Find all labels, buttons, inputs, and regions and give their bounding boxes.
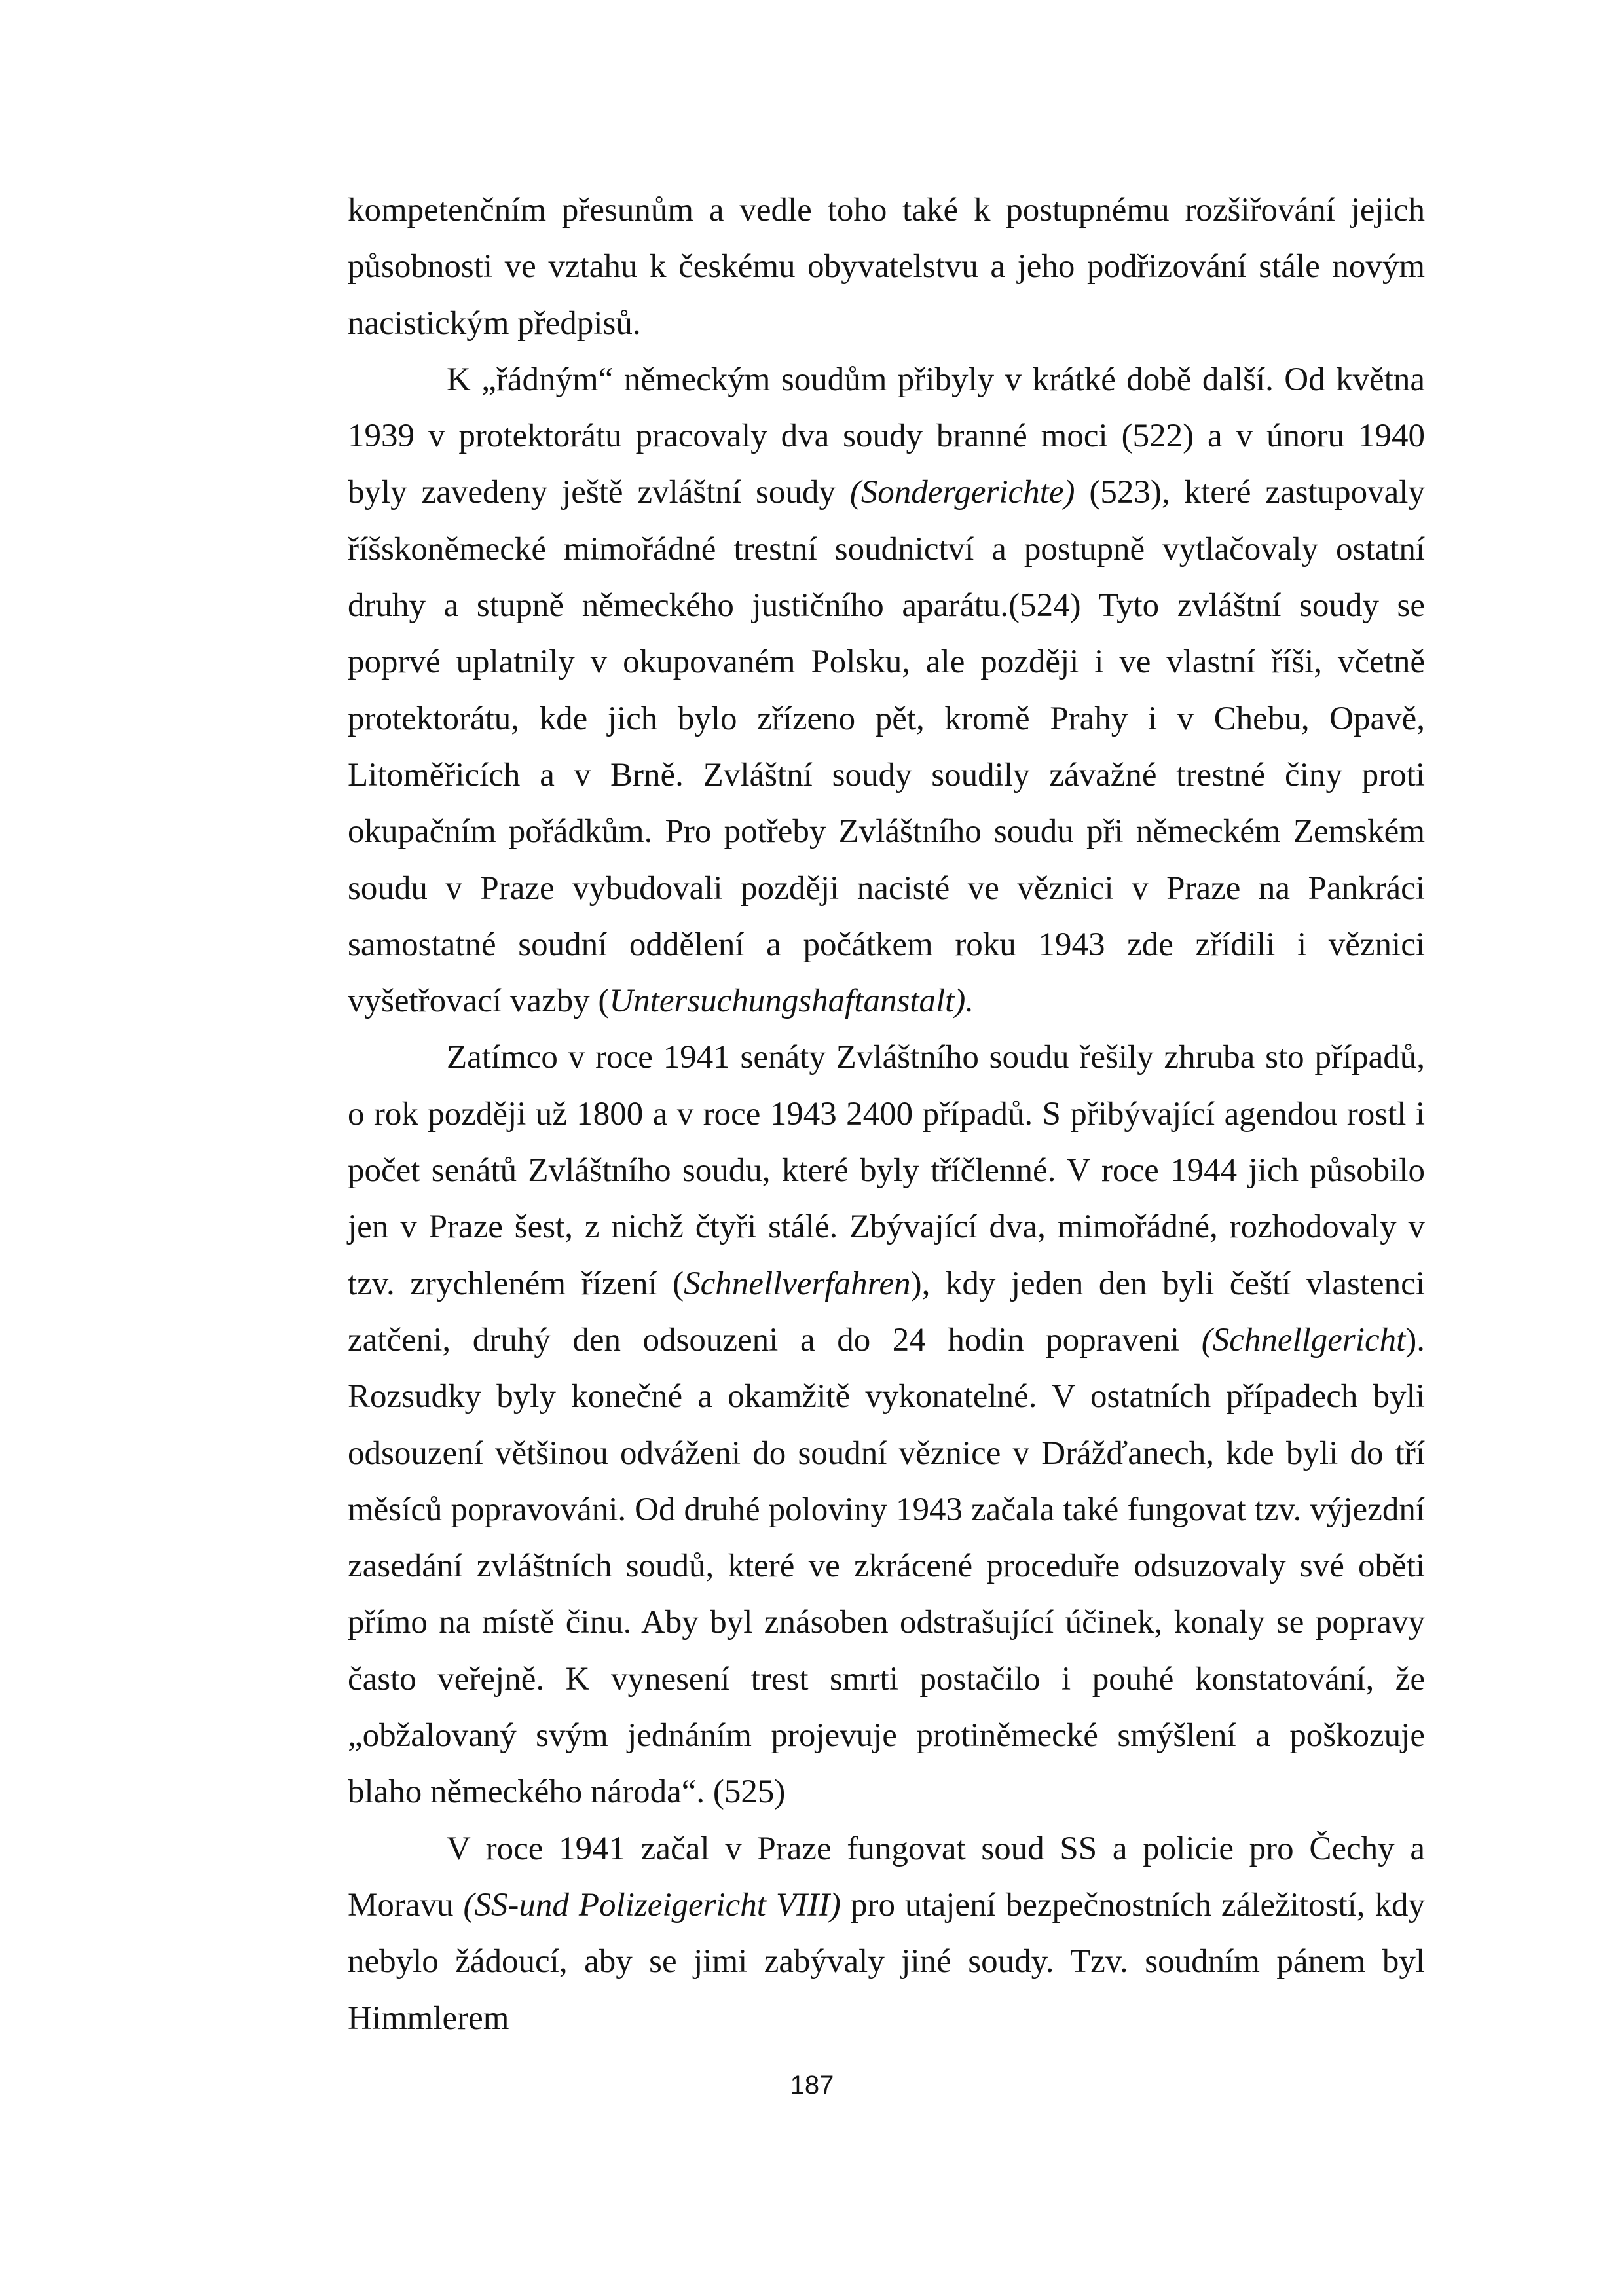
italic-term: (Schnellgericht — [1201, 1321, 1406, 1358]
text-run: ), kdy jeden den byli čeští vlastenci zatčeni, druhý den odsouzeni a do 24 hodin popraveni — [348, 1265, 1425, 1358]
italic-term: Schnellverfahren — [684, 1265, 911, 1302]
paragraph-p4 — [348, 1821, 1425, 2047]
text-run: (523), které zastupovaly říšskoněmecké mimořádné trestní soudnictví a postupně vytlačovaly ostatní druhy a stupně německého justičního aparátu.(524) Tyto zvláštní soudy se poprvé uplatnily v okupovaném Polsku, ale později i ve vlastní říši, včetně protektorátu, kde jich bylo zřízeno pět, kromě Prahy i v Chebu, Opavě, Litoměřicích a v Brně. Zvláštní soudy soudily závažné trestné činy proti okupačním pořádkům. Pro potřeby Zvláštního soudu při německém Zemském soudu v Praze vybudovali později nacisté ve věznici v Praze na Pankráci samostatné soudní oddělení a počátkem roku 1943 zde zřídili i věznici vyšetřovací vazby ( — [348, 474, 1425, 1020]
paragraph-p2 — [348, 352, 1425, 1030]
text-run: Zatímco v roce 1941 senáty Zvláštního soudu řešily zhruba sto případů, o rok později už 1800 a v roce 1943 2400 případů. S přibývající agendou rostl i počet senátů Zvláštního soudu, které byly tříčlenné. V roce 1944 jich působilo jen v Praze šest, z nichž čtyři stálé. Zbývající dva, mimořádné, rozhodovaly v tzv. zrychleném řízení ( — [348, 1039, 1425, 1302]
italic-term: (SS-und Polizeigericht VIII) — [463, 1886, 841, 1923]
text-run: pro utajení bezpečnostních záležitostí, kdy nebylo žádoucí, aby se jimi zabývaly jiné soudy. Tzv. soudním pánem byl Himmlerem — [348, 1886, 1425, 2037]
italic-term: (Sondergerichte) — [849, 474, 1075, 511]
text-run: kompetenčním přesunům a vedle toho také k postupnému rozšiřování jejich působnosti ve vztahu k českému obyvatelstvu a jeho podřizování stále novým nacistickým předpisů. — [348, 192, 1425, 342]
page-number: 187 — [790, 2071, 834, 2100]
text-run: ). Rozsudky byly konečné a okamžitě vykonatelné. V ostatních případech byli odsouzení většinou odváženi do soudní věznice v Drážďanech, kde byli do tří měsíců popravováni. Od druhé poloviny 1943 začala také fungovat tzv. výjezdní zasedání zvláštních soudů, které ve zkrácené proceduře odsuzovaly své oběti přímo na místě činu. Aby byl znásoben odstrašující účinek, konaly se popravy často veřejně. K vynesení trest smrti postačilo i pouhé konstatování, že „obžalovaný svým jednáním projevuje protiněmecké smýšlení a poškozuje blaho německého národa“. (525) — [348, 1321, 1425, 1811]
italic-term: Untersuchungshaftanstalt). — [609, 983, 974, 1020]
paragraph-p3 — [348, 1029, 1425, 1820]
paragraph-p1 — [348, 182, 1425, 352]
body-text — [348, 182, 1425, 2047]
text-run: V roce 1941 začal v Praze fungovat soud SS a policie pro Čechy a Moravu — [348, 1830, 1425, 1923]
text-run: K „řádným“ německým soudům přibyly v krátké době další. Od května 1939 v protektorátu pracovaly dva soudy branné moci (522) a v únoru 1940 byly zavedeny ještě zvláštní soudy — [348, 361, 1425, 511]
